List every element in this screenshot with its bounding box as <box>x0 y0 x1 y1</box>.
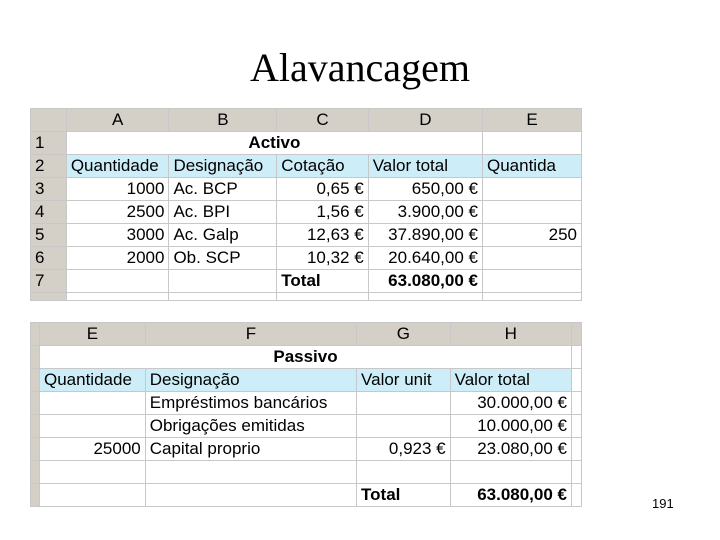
column-header-e[interactable]: E <box>482 109 581 132</box>
passivo-total-label[interactable]: Total <box>357 484 451 507</box>
row-header-3[interactable]: 3 <box>31 178 67 201</box>
cell-e1[interactable] <box>482 132 581 155</box>
passivo-spreadsheet <box>30 322 582 528</box>
row-header-1[interactable]: 1 <box>31 132 67 155</box>
passivo-title-cell[interactable]: Passivo <box>40 346 572 369</box>
cell-e-blank[interactable] <box>40 461 146 484</box>
header-valor-total[interactable]: Valor total <box>368 155 482 178</box>
cell-d3[interactable]: 650,00 € <box>368 178 482 201</box>
select-all-corner[interactable] <box>31 109 67 132</box>
column-header-h[interactable]: H <box>450 323 571 346</box>
row-header-6[interactable]: 6 <box>31 247 67 270</box>
cell-b3[interactable]: Ac. BCP <box>169 178 277 201</box>
cell-g-blank[interactable] <box>357 461 451 484</box>
cell-a5[interactable]: 3000 <box>66 224 169 247</box>
cell-d4[interactable]: 3.900,00 € <box>368 201 482 224</box>
activo-grid <box>30 108 582 301</box>
cell-b4[interactable]: Ac. BPI <box>169 201 277 224</box>
cell-e-obrigacoes[interactable] <box>40 415 146 438</box>
cell-c5[interactable]: 12,63 € <box>277 224 368 247</box>
header-valor-total-2[interactable]: Valor total <box>450 369 571 392</box>
activo-title-cell[interactable]: Activo <box>66 132 482 155</box>
column-header-g[interactable]: G <box>357 323 451 346</box>
slide-title: Alavancagem <box>250 45 470 90</box>
cell-c3[interactable]: 0,65 € <box>277 178 368 201</box>
header-designacao-2[interactable]: Designação <box>145 369 356 392</box>
row-header-passivo-1[interactable] <box>31 346 40 369</box>
activo-total-label[interactable]: Total <box>277 270 368 293</box>
cell-e3[interactable] <box>482 178 581 201</box>
cell-e-capital[interactable]: 25000 <box>40 438 146 461</box>
row-header-8[interactable] <box>31 293 67 301</box>
cell-next-3[interactable] <box>572 392 582 415</box>
column-header-e2[interactable]: E <box>40 323 146 346</box>
cell-e5[interactable]: 250 <box>482 224 581 247</box>
select-all-corner-2[interactable] <box>31 323 40 346</box>
cell-h-obrigacoes[interactable]: 10.000,00 € <box>450 415 571 438</box>
cell-next-6[interactable] <box>572 461 582 484</box>
cell-f-obrigacoes[interactable]: Obrigações emitidas <box>145 415 356 438</box>
row-header-passivo-6[interactable] <box>31 461 40 484</box>
column-header-b[interactable]: B <box>169 109 277 132</box>
cell-a3[interactable]: 1000 <box>66 178 169 201</box>
cell-e-total-row[interactable] <box>40 484 146 507</box>
cell-a4[interactable]: 2500 <box>66 201 169 224</box>
header-cotacao[interactable]: Cotação <box>277 155 368 178</box>
row-header-4[interactable]: 4 <box>31 201 67 224</box>
column-header-next[interactable] <box>572 323 582 346</box>
cell-f-blank[interactable] <box>145 461 356 484</box>
row-header-passivo-2[interactable] <box>31 369 40 392</box>
cell-f-capital[interactable]: Capital proprio <box>145 438 356 461</box>
activo-total-value[interactable]: 63.080,00 € <box>368 270 482 293</box>
column-header-d[interactable]: D <box>368 109 482 132</box>
cell-a7[interactable] <box>66 270 169 293</box>
cell-f-emprestimos[interactable]: Empréstimos bancários <box>145 392 356 415</box>
column-header-c[interactable]: C <box>277 109 368 132</box>
cell-c6[interactable]: 10,32 € <box>277 247 368 270</box>
cell-g-emprestimos[interactable] <box>357 392 451 415</box>
cell-b6[interactable]: Ob. SCP <box>169 247 277 270</box>
cell-next-7[interactable] <box>572 484 582 507</box>
cell-h-capital[interactable]: 23.080,00 € <box>450 438 571 461</box>
cell-next-5[interactable] <box>572 438 582 461</box>
row-header-5[interactable]: 5 <box>31 224 67 247</box>
cell-c4[interactable]: 1,56 € <box>277 201 368 224</box>
cell-e6[interactable] <box>482 247 581 270</box>
cell-d6[interactable]: 20.640,00 € <box>368 247 482 270</box>
activo-spreadsheet <box>30 108 582 320</box>
cell-g-capital[interactable]: 0,923 € <box>357 438 451 461</box>
cell-h-emprestimos[interactable]: 30.000,00 € <box>450 392 571 415</box>
header-quantidade-2[interactable]: Quantidade <box>40 369 146 392</box>
cell-next-2[interactable] <box>572 369 582 392</box>
cell-e-emprestimos[interactable] <box>40 392 146 415</box>
cell-e4[interactable] <box>482 201 581 224</box>
row-header-7[interactable]: 7 <box>31 270 67 293</box>
row-header-passivo-3[interactable] <box>31 392 40 415</box>
cell-next-1[interactable] <box>572 346 582 369</box>
cell-d5[interactable]: 37.890,00 € <box>368 224 482 247</box>
cell-g-obrigacoes[interactable] <box>357 415 451 438</box>
passivo-grid <box>30 322 582 507</box>
header-quantidade-e[interactable]: Quantida <box>482 155 581 178</box>
cell-b5[interactable]: Ac. Galp <box>169 224 277 247</box>
cell-b7[interactable] <box>169 270 277 293</box>
row-header-2[interactable]: 2 <box>31 155 67 178</box>
header-valor-unit[interactable]: Valor unit <box>357 369 451 392</box>
page-number: 191 <box>652 496 674 511</box>
column-header-f[interactable]: F <box>145 323 356 346</box>
cell-f-total-row[interactable] <box>145 484 356 507</box>
cell-e7[interactable] <box>482 270 581 293</box>
column-header-a[interactable]: A <box>66 109 169 132</box>
header-quantidade[interactable]: Quantidade <box>66 155 169 178</box>
cell-h-blank[interactable] <box>450 461 571 484</box>
row-header-passivo-4[interactable] <box>31 415 40 438</box>
row-header-passivo-5[interactable] <box>31 438 40 461</box>
header-designacao[interactable]: Designação <box>169 155 277 178</box>
passivo-total-value[interactable]: 63.080,00 € <box>450 484 571 507</box>
cell-next-4[interactable] <box>572 415 582 438</box>
row-header-passivo-7[interactable] <box>31 484 40 507</box>
cell-a6[interactable]: 2000 <box>66 247 169 270</box>
